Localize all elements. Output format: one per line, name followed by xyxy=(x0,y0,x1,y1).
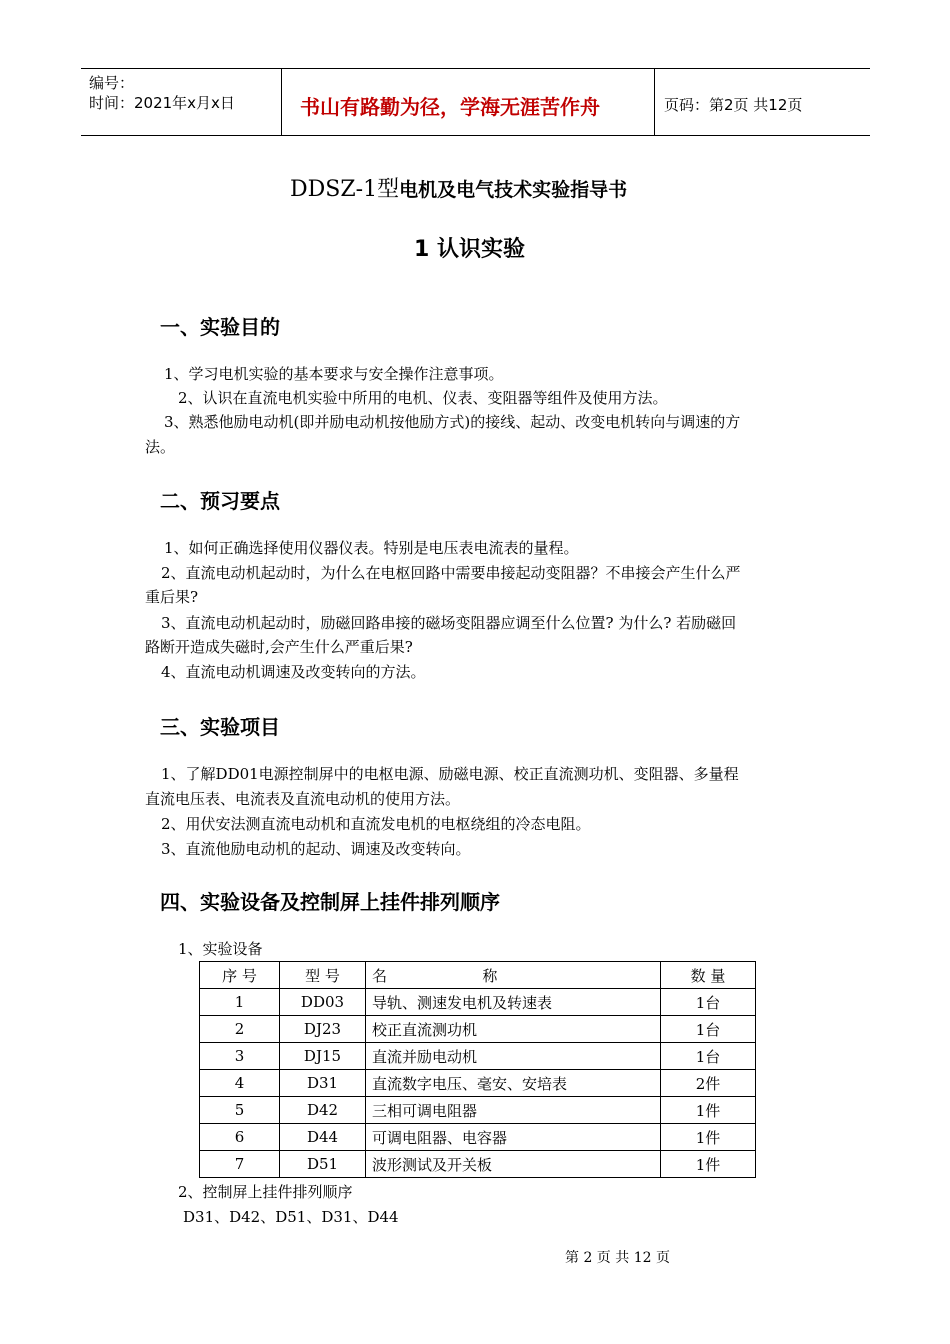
objective-item-3-line2: 法。 xyxy=(145,438,176,456)
table-header-cell: 序 号 xyxy=(200,962,280,989)
table-header-cell: 数 量 xyxy=(661,962,756,989)
table-row xyxy=(200,1070,756,1097)
table-cell: 1件 xyxy=(661,1151,756,1178)
table-cell: 3 xyxy=(200,1043,280,1070)
table-cell: 2 xyxy=(200,1016,280,1043)
section-heading-equipment: 四、实验设备及控制屏上挂件排列顺序 xyxy=(160,890,500,914)
table-cell: 1台 xyxy=(661,1016,756,1043)
preview-item-1: 1、如何正确选择使用仪器仪表。特别是电压表电流表的量程。 xyxy=(164,539,579,557)
table-cell: D31 xyxy=(280,1070,366,1097)
project-item-1-line1: 1、了解DD01电源控制屏中的电枢电源、励磁电源、校正直流测功机、变阻器、多量程 xyxy=(161,765,739,783)
table-header-cell: 名 称 xyxy=(366,962,661,989)
table-cell: 三相可调电阻器 xyxy=(366,1097,661,1124)
table-cell: DJ15 xyxy=(280,1043,366,1070)
document-title xyxy=(290,172,627,203)
objective-item-3-line1: 3、熟悉他励电动机(即并励电动机按他励方式)的接线、起动、改变电机转向与调速的方 xyxy=(164,413,741,431)
document-title-name: 电机及电气技术实验指导书 xyxy=(399,179,628,201)
table-cell: 7 xyxy=(200,1151,280,1178)
header-number-label: 编号： xyxy=(89,74,135,92)
panel-order-subheading: 2、控制屏上挂件排列顺序 xyxy=(178,1183,353,1201)
equipment-subheading: 1、实验设备 xyxy=(178,940,263,958)
table-cell: 1件 xyxy=(661,1124,756,1151)
page-footer: 第 2 页 共 12 页 xyxy=(565,1250,670,1266)
table-cell: 1台 xyxy=(661,1043,756,1070)
chapter-title: 1 认识实验 xyxy=(414,237,525,262)
header-bottom-rule xyxy=(81,135,870,136)
header-motto: 书山有路勤为径，学海无涯苦作舟 xyxy=(300,95,600,119)
table-row xyxy=(200,989,756,1016)
table-cell: 1台 xyxy=(661,989,756,1016)
table-row xyxy=(200,1043,756,1070)
project-item-3: 3、直流他励电动机的起动、调速及改变转向。 xyxy=(161,840,471,858)
table-cell: 直流并励电动机 xyxy=(366,1043,661,1070)
objective-item-2: 2、认识在直流电机实验中所用的电机、仪表、变阻器等组件及使用方法。 xyxy=(178,389,668,407)
project-item-2: 2、用伏安法测直流电动机和直流发电机的电枢绕组的冷态电阻。 xyxy=(161,815,591,833)
table-cell: 校正直流测功机 xyxy=(366,1016,661,1043)
section-heading-items: 三、实验项目 xyxy=(160,715,280,739)
table-cell: 波形测试及开关板 xyxy=(366,1151,661,1178)
table-cell: 4 xyxy=(200,1070,280,1097)
table-cell: 导轨、测速发电机及转速表 xyxy=(366,989,661,1016)
table-cell: 直流数字电压、毫安、安培表 xyxy=(366,1070,661,1097)
preview-item-2-line1: 2、直流电动机起动时，为什么在电枢回路中需要串接起动变阻器？不串接会产生什么严 xyxy=(161,564,741,582)
table-row xyxy=(200,1097,756,1124)
preview-item-2-line2: 重后果? xyxy=(145,588,199,606)
table-cell: 可调电阻器、电容器 xyxy=(366,1124,661,1151)
table-cell: D44 xyxy=(280,1124,366,1151)
table-header-cell: 型 号 xyxy=(280,962,366,989)
preview-item-3-line1: 3、直流电动机起动时，励磁回路串接的磁场变阻器应调至什么位置? 为什么? 若励磁回 xyxy=(161,614,737,632)
table-header-row xyxy=(200,962,756,989)
equipment-table xyxy=(199,961,756,1178)
objective-item-1: 1、学习电机实验的基本要求与安全操作注意事项。 xyxy=(164,365,504,383)
preview-item-4: 4、直流电动机调速及改变转向的方法。 xyxy=(161,663,426,681)
table-cell: 5 xyxy=(200,1097,280,1124)
preview-item-3-line2: 路断开造成失磁时,会产生什么严重后果? xyxy=(145,638,413,656)
table-cell: D42 xyxy=(280,1097,366,1124)
table-cell: 2件 xyxy=(661,1070,756,1097)
document-title-model: DDSZ-1型 xyxy=(290,177,400,202)
table-cell: 1件 xyxy=(661,1097,756,1124)
table-cell: DD03 xyxy=(280,989,366,1016)
section-heading-objectives: 一、实验目的 xyxy=(160,315,280,339)
table-cell: 6 xyxy=(200,1124,280,1151)
project-item-1-line2: 直流电压表、电流表及直流电动机的使用方法。 xyxy=(145,790,461,808)
section-heading-preview: 二、预习要点 xyxy=(160,489,280,513)
header-page-info: 页码：第2页 共12页 xyxy=(664,96,803,114)
header-time-label: 时间：2021年x月x日 xyxy=(89,94,235,112)
table-row xyxy=(200,1016,756,1043)
table-cell: D51 xyxy=(280,1151,366,1178)
table-row xyxy=(200,1124,756,1151)
header-divider-left xyxy=(281,68,282,136)
table-cell: DJ23 xyxy=(280,1016,366,1043)
table-row xyxy=(200,1151,756,1178)
panel-order-list: D31、D42、D51、D31、D44 xyxy=(183,1208,399,1226)
header-top-rule xyxy=(81,68,870,69)
header-divider-right xyxy=(654,68,655,136)
table-cell: 1 xyxy=(200,989,280,1016)
